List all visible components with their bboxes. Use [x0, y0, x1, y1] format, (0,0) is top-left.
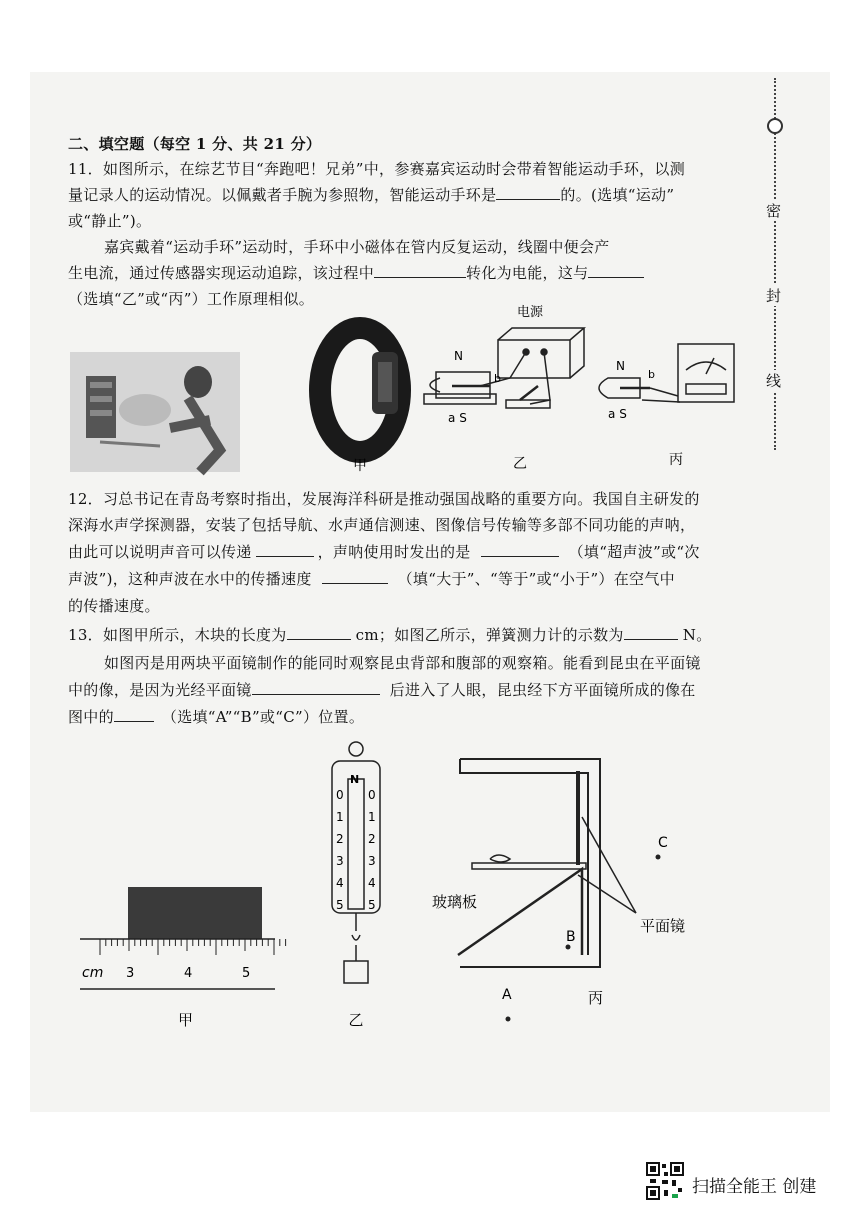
seal-char-mi: 密 [766, 202, 782, 220]
mirror-label: 平面镜 [640, 917, 686, 935]
ruler-tick-5: 5 [242, 966, 251, 981]
q12-line5: 的传播速度。 [68, 597, 160, 615]
scale-right-label: 1 [368, 810, 376, 824]
q11-line4: 嘉宾戴着“运动手环”运动时，手环中小磁体在管内反复运动，线圈中便会产 [104, 238, 610, 256]
scale-left-label: 4 [336, 876, 344, 890]
seal-char-feng: 封 [766, 287, 782, 305]
point-b-label: B [566, 929, 576, 945]
q12-blank-2[interactable] [481, 542, 559, 557]
point-c-label: C [658, 835, 668, 851]
q12-blank-1[interactable] [256, 542, 314, 557]
label-jia-11: 甲 [353, 458, 367, 474]
scale-right-label: 4 [368, 876, 376, 890]
q11-line3: 或“静止”)。 [68, 212, 152, 230]
scale-left-label: 2 [336, 832, 344, 846]
scale-left-label: 3 [336, 854, 344, 868]
q11-blank-2[interactable] [374, 263, 466, 278]
q11-line5: 生电流，通过传感器实现运动追踪，该过程中 转化为电能，这与 [68, 262, 644, 283]
q13-blank-2[interactable] [624, 625, 678, 640]
q13-blank-1[interactable] [287, 625, 351, 640]
scanner-watermark: 扫描全能王 创建 [692, 1177, 817, 1197]
section-heading: 二、填空题（每空 1 分、共 21 分） [68, 135, 322, 153]
q11-figure [60, 300, 760, 480]
glass-plate-label: 玻璃板 [432, 893, 478, 911]
q13-figure [70, 735, 750, 1035]
q11-line2: 量记录人的运动情况。以佩戴者手腕为参照物，智能运动手环是 的。(选填“运动” [68, 186, 675, 204]
q12-line4: 声波”)，这种声波在水中的传播速度 （填“大于”、“等于”或“小于”）在空气中 [68, 570, 675, 588]
scale-right-label: 3 [368, 854, 376, 868]
q13-line2: 如图丙是用两块平面镜制作的能同时观察昆虫背部和腹部的观察箱。能看到昆虫在平面镜 [104, 654, 701, 672]
seal-char-xian: 线 [766, 372, 782, 390]
label-yi-11: 乙 [513, 456, 527, 472]
label-b-bing: b [648, 368, 655, 381]
scale-left-label: 5 [336, 898, 344, 912]
point-a-label: A [502, 987, 512, 1003]
label-n-bing: N [616, 359, 625, 373]
scale-left-label: 1 [336, 810, 344, 824]
label-bing-11: 丙 [669, 452, 683, 468]
q13-line1: 13．如图甲所示，木块的长度为 cm；如图乙所示，弹簧测力计的示数为 N。 [68, 626, 712, 644]
ruler-diagram [80, 887, 286, 989]
runner-photo [70, 352, 240, 472]
scale-left-label: 0 [336, 788, 344, 802]
q12-blank-3[interactable] [322, 569, 388, 584]
scale-right-label: 5 [368, 898, 376, 912]
q13-line3: 中的像，是因为光经平面镜 后进入了人眼，昆虫经下方平面镜所成的像在 [68, 681, 696, 699]
wristband-icon [320, 328, 400, 452]
q12-line2: 深海水声学探测器，安装了包括导航、水声通信测速、图像信号传输等多部不同功能的声呐， [68, 516, 696, 534]
label-n-yi: N [454, 349, 463, 363]
label-as-bing: a S [608, 407, 627, 421]
label-yi-13: 乙 [348, 1011, 364, 1029]
ruler-unit: cm [82, 965, 104, 981]
observation-box-diagram [458, 759, 636, 967]
label-power: 电源 [516, 305, 544, 320]
q13-line4: 图中的 （选填“A”“B”或“C”）位置。 [68, 708, 365, 726]
q13-blank-4[interactable] [114, 707, 154, 722]
label-b-yi: b [494, 372, 501, 385]
scale-n-label: N [350, 773, 360, 786]
q12-line1: 12．习总书记在青岛考察时指出，发展海洋科研是推动强国战略的重要方向。我国自主研发的 [68, 490, 700, 508]
q11-line1: 11．如图所示，在综艺节目“奔跑吧！兄弟”中，参赛嘉宾运动时会带着智能运动手环，以测 [68, 160, 686, 178]
q12-line3: 由此可以说明声音可以传递 ，声呐使用时发出的是 （填“超声波”或“次 [68, 543, 700, 561]
scale-right-label: 0 [368, 788, 376, 802]
scale-right-label: 2 [368, 832, 376, 846]
ruler-tick-4: 4 [184, 966, 193, 981]
q11-line6: （选填“乙”或“丙”）工作原理相似。 [68, 290, 315, 308]
q13-blank-3[interactable] [252, 680, 380, 695]
label-as-yi: a S [448, 411, 467, 425]
galvanometer-diagram [599, 344, 734, 402]
label-jia-13: 甲 [178, 1011, 194, 1029]
q11-blank-3[interactable] [588, 263, 644, 278]
seal-circle [767, 118, 783, 134]
motor-diagram [424, 328, 584, 408]
qr-code-icon [646, 1162, 684, 1200]
ruler-tick-3: 3 [126, 966, 135, 981]
q11-blank-1[interactable] [496, 185, 560, 200]
label-bing-13: 丙 [588, 989, 604, 1007]
